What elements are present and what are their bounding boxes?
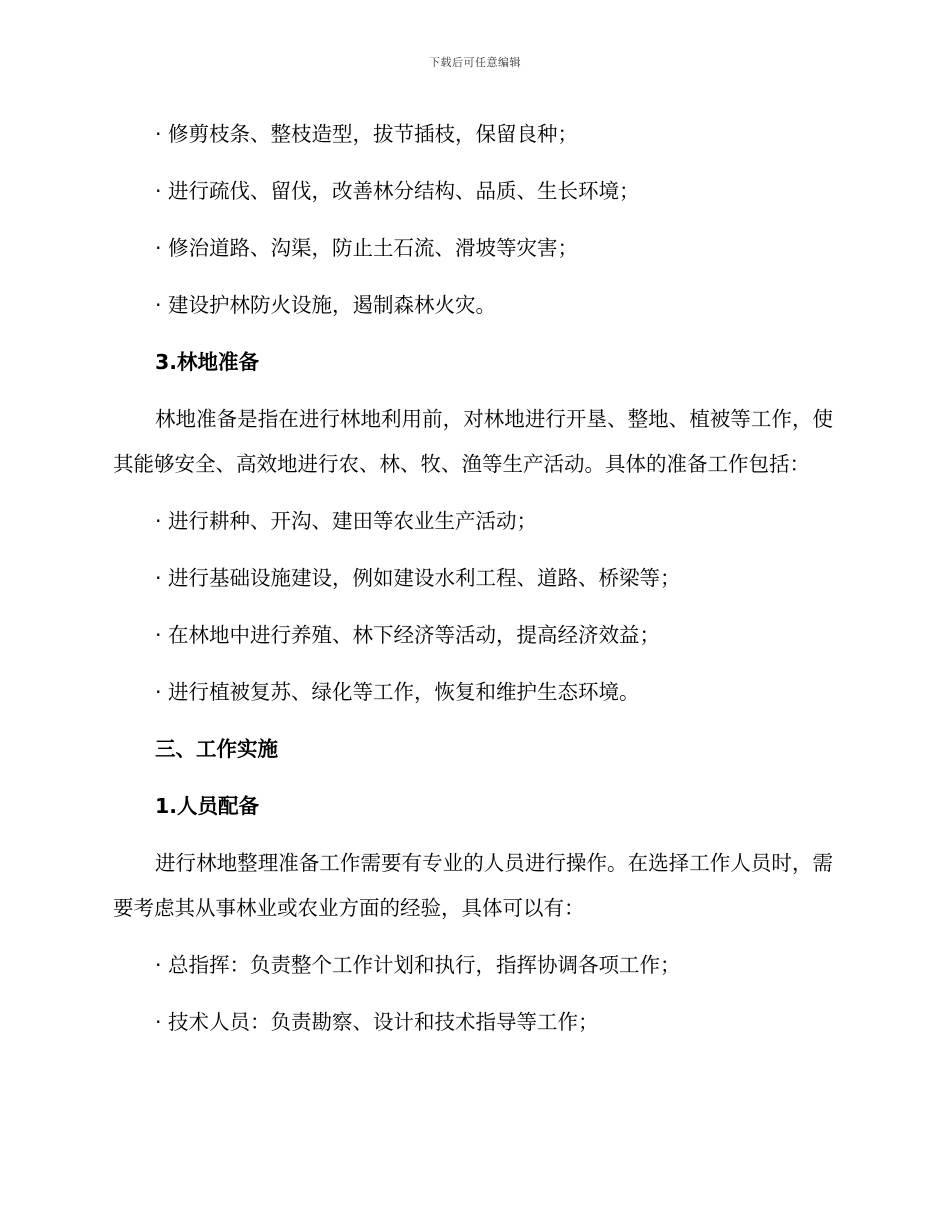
- section-heading: 1.人员配备: [155, 794, 260, 818]
- list-item: · 进行基础设施建设，例如建设水利工程、道路、桥梁等；: [155, 566, 681, 590]
- list-item: · 进行植被复苏、绿化等工作，恢复和维护生态环境。: [155, 680, 640, 704]
- paragraph-staffing: 进行林地整理准备工作需要有专业的人员进行操作。在选择工作人员时，需要考虑其从事林业或农业方面的经验，具体可以有：: [113, 851, 833, 920]
- list-item: · 建设护林防火设施，遏制森林火灾。: [155, 293, 497, 317]
- list-item: · 修治道路、沟渠，防止土石流、滑坡等灾害；: [155, 236, 579, 260]
- list-item: · 在林地中进行养殖、林下经济等活动，提高经济效益；: [155, 623, 661, 647]
- list-item: · 技术人员：负责勘察、设计和技术指导等工作；: [155, 1010, 599, 1034]
- list-item: · 进行耕种、开沟、建田等农业生产活动；: [155, 509, 538, 533]
- page-header: 下载后可任意编辑: [429, 56, 521, 69]
- chapter-heading: 三、工作实施: [155, 737, 278, 761]
- document-body: [113, 112, 833, 1057]
- section-heading: 3.林地准备: [155, 350, 260, 374]
- list-item: · 总指挥：负责整个工作计划和执行，指挥协调各项工作；: [155, 953, 681, 977]
- list-item: · 进行疏伐、留伐，改善林分结构、品质、生长环境；: [155, 179, 640, 203]
- list-item: · 修剪枝条、整枝造型，拔节插枝，保留良种；: [155, 122, 579, 146]
- paragraph-forest-preparation: 林地准备是指在进行林地利用前，对林地进行开垦、整地、植被等工作，使其能够安全、高效地进行农、林、牧、渔等生产活动。具体的准备工作包括：: [113, 407, 833, 476]
